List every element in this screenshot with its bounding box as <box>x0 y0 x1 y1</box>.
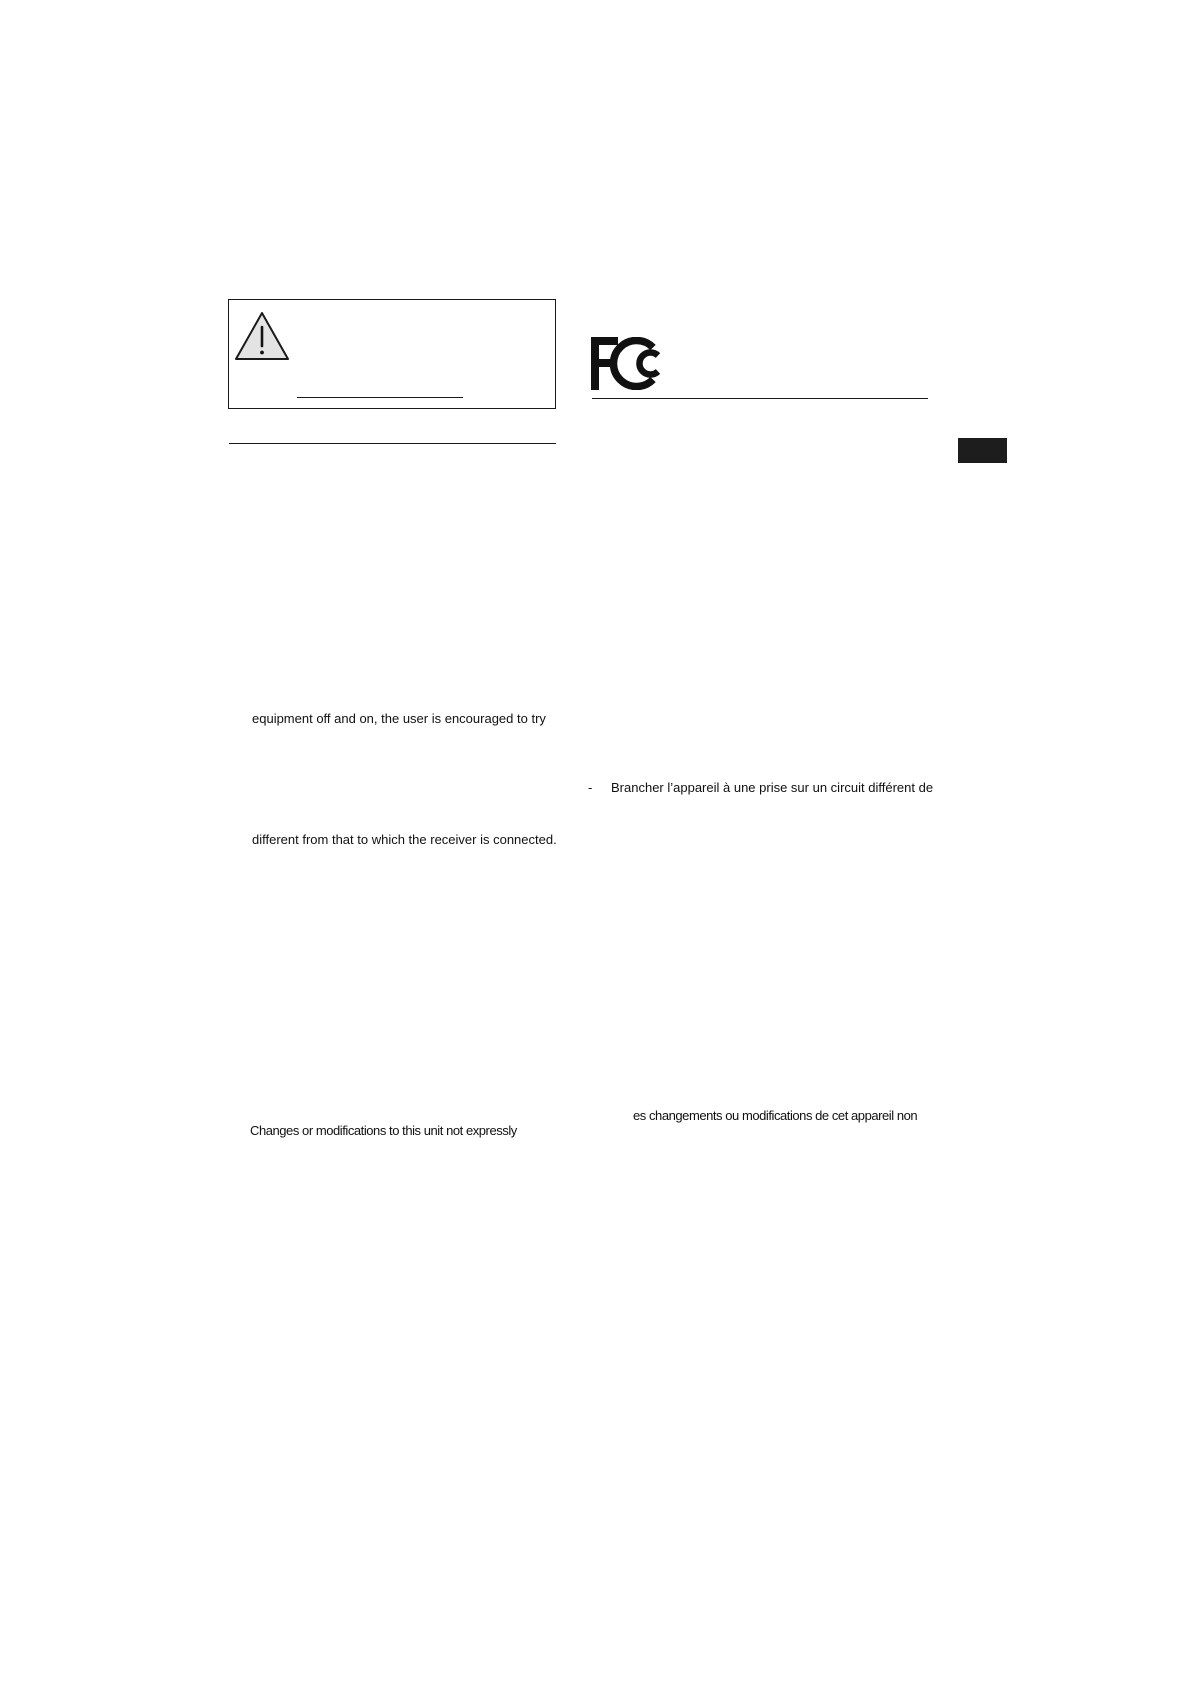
left-text-line: Changes or modifications to this unit not expressly <box>250 1123 517 1138</box>
warning-heading-underline <box>297 397 463 398</box>
warning-box <box>228 299 556 409</box>
fcc-section-divider <box>592 398 928 399</box>
warning-triangle-icon <box>233 310 291 362</box>
right-text-line: es changements ou modifications de cet appareil non <box>633 1108 918 1123</box>
language-tab <box>958 438 1007 463</box>
fcc-logo <box>591 337 664 390</box>
left-text-line: different from that to which the receiver is connected. <box>252 832 557 847</box>
left-text-line: equipment off and on, the user is encouraged to try <box>252 711 546 726</box>
bullet-marker: - <box>588 780 593 795</box>
right-text-line: Brancher l’appareil à une prise sur un circuit différent de <box>611 780 934 795</box>
left-section-divider <box>229 443 556 444</box>
